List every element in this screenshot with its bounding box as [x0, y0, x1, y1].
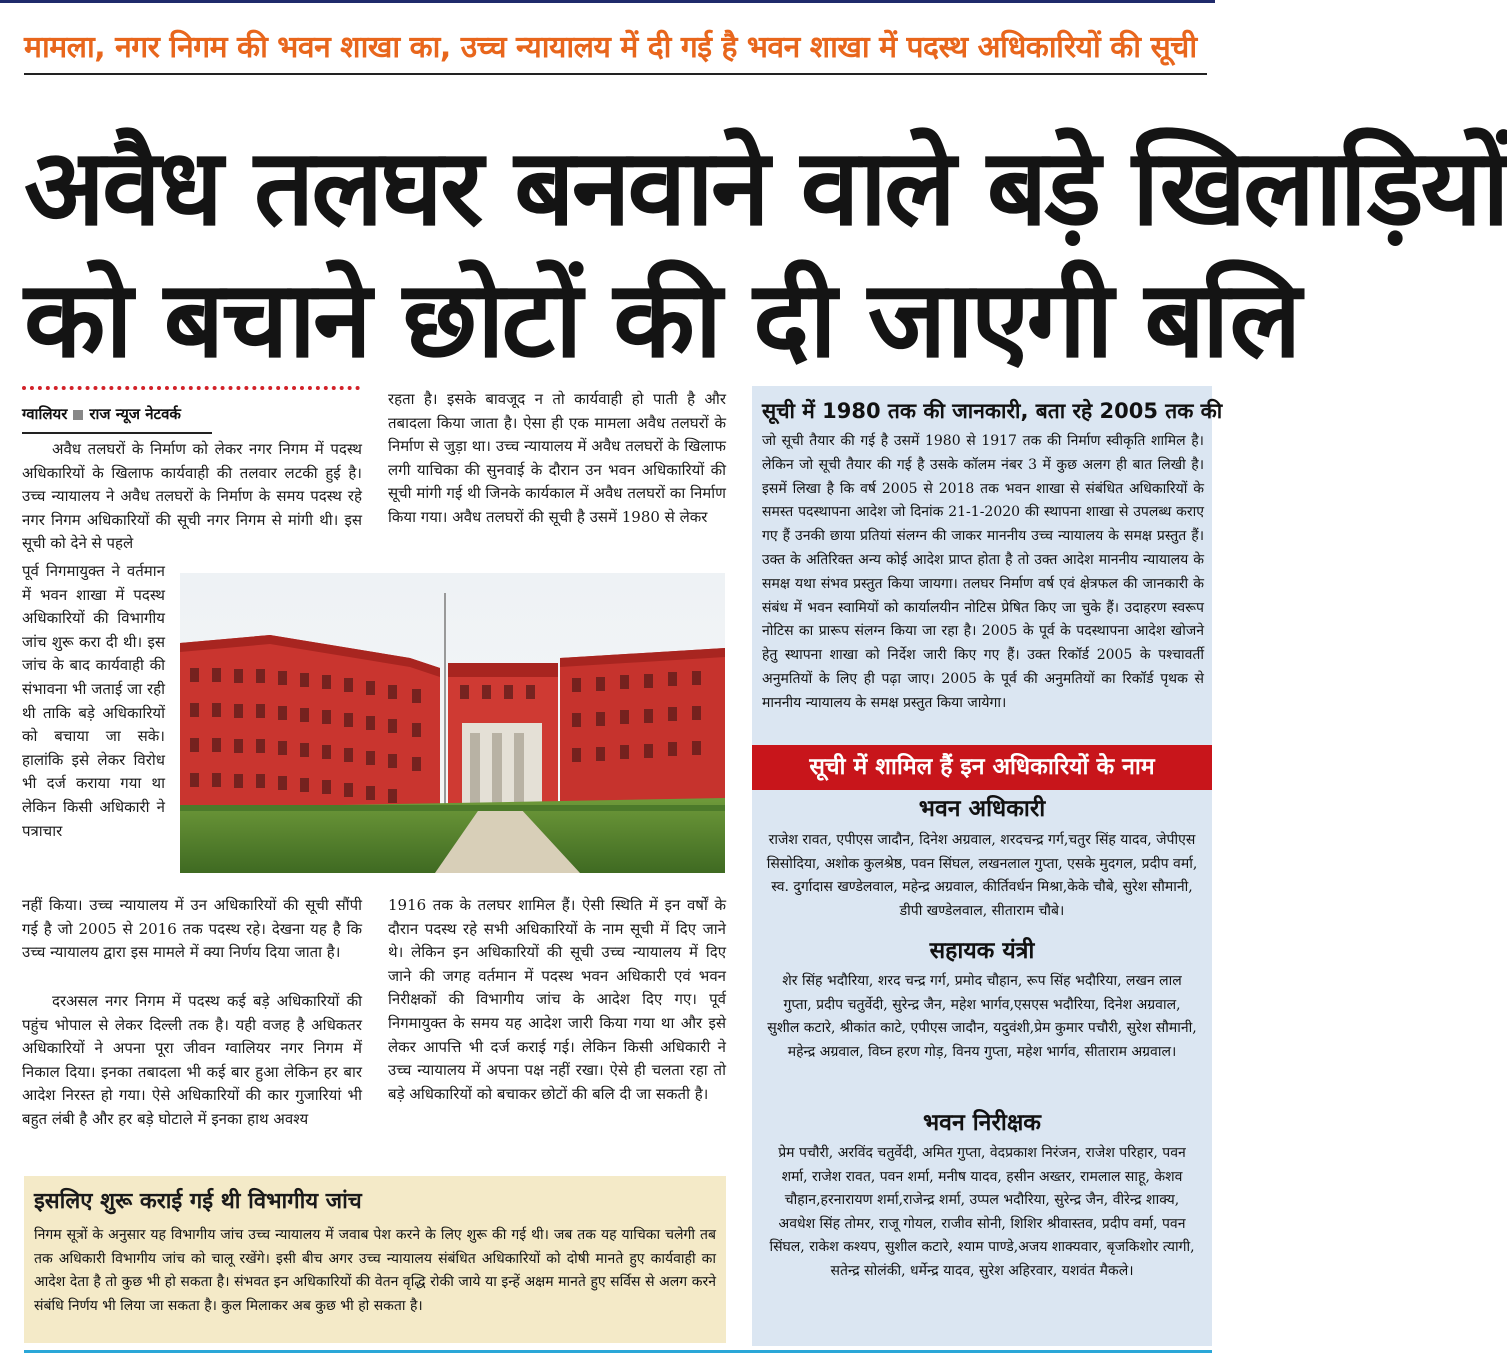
- group-names-assistant-engineers: शेर सिंह भदौरिया, शरद चन्द्र गर्ग, प्रमोद चौहान, रूप सिंह भदौरिया, लखन लाल गुप्ता, प्रदीप चतुर्वेदी, सुरेन्द्र जैन, महेश भार्गव,एसएस भदौरिया, दिनेश अग्रवाल, सुशील कटारे, श्रीकांत काटे, एपीएस जादौन, यदुवंशी,प्रेम कुमार पचौरी, सुरेश सौमानी, महेन्द्र अग्रवाल, विघ्न हरण गोड़, विनय गुप्ता, महेश भार्गव, सीताराम अग्रवाल।: [767, 973, 1197, 1060]
- main-headline-line-2: को बचाने छोटों की दी जाएगी बलि: [24, 258, 1299, 381]
- article-col1-continued: नहीं किया। उच्च न्यायालय में उन अधिकारियों की सूची सौंपी गई है जो 2005 से 2016 तक पदस्थ रहे। देखना यह है कि उच्च न्यायालय द्वारा इस मामले में क्या निर्णय दिया जाता है।: [22, 896, 362, 962]
- group-names-building-inspectors: प्रेम पचौरी, अरविंद चतुर्वेदी, अमित गुप्ता, वेदप्रकाश निरंजन, राजेश परिहार, पवन शर्मा, राजेश रावत, पवन शर्मा, मनीष यादव, हसीन अख्तर, रामलाल साहू, केशव चौहान,हरनारायण शर्मा,राजेन्द्र शर्मा, उप्पल भदौरिया, सुरेन्द्र जैन, वीरेन्द्र शाक्य, अवधेश सिंह तोमर, राजू गोयल, राजीव सोनी, शिशिर श्रीवास्तव, प्रदीप वर्मा, पवन सिंघल, राकेश कश्यप, सुशील कटारे, श्याम पाण्डे,अजय शाक्यवार, बृजकिशोर त्यागी, सतेन्द्र सोलंकी, धर्मेन्द्र यादव, सुरेश अहिरवार, यशवंत मैकले।: [769, 1145, 1195, 1279]
- top-rule: [0, 0, 1215, 3]
- article-col1-paragraph-1: अवैध तलघरों के निर्माण को लेकर नगर निगम में पदस्थ अधिकारियों के खिलाफ कार्यवाही की तलवार लटकी हुई है। उच्च न्यायालय ने अवैध तलघरों के निर्माण के समय पदस्थ रहे नगर निगम अधिकारियों की सूची नगर निगम से मांगी थी। इस सूची को देने से पहले: [22, 440, 362, 553]
- byline-city: ग्वालियर: [22, 405, 68, 423]
- byline-square-icon: [73, 410, 83, 420]
- group-names-building-officers: राजेश रावत, एपीएस जादौन, दिनेश अग्रवाल, शरदचन्द्र गर्ग,चतुर सिंह यादव, जेपीएस सिसोदिया, अशोक कुलश्रेष्ठ, पवन सिंघल, लखनलाल गुप्ता, एसके मुदगल, प्रदीप वर्मा, स्व. दुर्गादास खण्डेलवाल, महेन्द्र अग्रवाल, कीर्तिवर्धन मिश्रा,केके चौबे, सुरेश सौमानी, डीपी खण्डेलवाल, सीताराम चौबे।: [766, 832, 1198, 919]
- article-col1-paragraph-2: दरअसल नगर निगम में पदस्थ कई बड़े अधिकारियों की पहुंच भोपाल से लेकर दिल्ली तक है। यही वजह है अधिकतर अधिकारियों ने अपना पूरा जीवन ग्वालियर नगर निगम में निकाल दिया। इनका तबादला भी कई बार हुआ लेकिन हर बार आदेश निरस्त हो गया। ऐसे अधिकारियों की कार गुजारियां भी बहुत लंबी है और हर बड़े घोटाले में इनका हाथ अवश्य: [22, 992, 362, 1128]
- inquiry-box-title: इसलिए शुरू कराई गई थी विभागीय जांच: [34, 1189, 362, 1214]
- group-heading-building-officers: भवन अधिकारी: [918, 796, 1046, 822]
- municipal-building-photo: [180, 573, 725, 873]
- group-heading-building-inspectors: भवन निरीक्षक: [923, 1110, 1041, 1136]
- bottom-rule: [24, 1350, 1212, 1353]
- kicker-rule: [24, 73, 1207, 75]
- article-col2-top: रहता है। इसके बावजूद न तो कार्यवाही हो पाती है और तबादला किया जाता है। ऐसा ही एक मामला अवैध तलघरों के निर्माण से जुड़ा था। उच्च न्यायालय में अवैध तलघरों के खिलाफ लगी याचिका की सुनवाई के दौरान उन भवन अधिकारियों की सूची मांगी गई थी जिनके कार्यकाल में अवैध तलघरों का निर्माण किया गया। अवैध तलघरों की सूची है उसमें 1980 से लेकर: [388, 390, 726, 526]
- byline-rule: [22, 432, 212, 434]
- sidebar-title: सूची में 1980 तक की जानकारी, बता रहे 2005 तक की: [762, 399, 1223, 423]
- inquiry-box-text: निगम सूत्रों के अनुसार यह विभागीय जांच उच्च न्यायालय में जवाब पेश करने के लिए शुरू की गई थी। जब तक यह याचिका चलेगी तब तक अधिकारी विभागीय जांच को चालू रखेंगे। इसी बीच अगर उच्च न्यायालय संबंधित अधिकारियों को दोषी मानते हुए कार्यवाही का आदेश देता है तो कुछ भी हो सकता है। संभवत इन अधिकारियों की वेतन वृद्धि रोकी जाये या इन्हें अक्षम मानते हुए सर्विस से अलग करने संबंधि निर्णय भी लिया जा सकता है। कुल मिलाकर अब कुछ भी हो सकता है।: [34, 1227, 716, 1314]
- inquiry-box: [24, 1176, 726, 1343]
- byline-dotted-rule: [22, 386, 360, 390]
- article-col1-narrow-text: पूर्व निगमायुक्त ने वर्तमान में भवन शाखा में पदस्थ अधिकारियों की विभागीय जांच शुरू करा दी थी। इस जांच के बाद कार्यवाही की संभावना भी जताई जा रही थी ताकि बड़े अधिकारियों को बचाया जा सके। हालांकि इसे लेकर विरोध भी दर्ज कराया गया था लेकिन किसी अधिकारी ने पत्राचार: [22, 562, 165, 840]
- officials-list-band: सूची में शामिल हैं इन अधिकारियों के नाम: [752, 745, 1212, 790]
- byline: [22, 404, 181, 424]
- sidebar-text: जो सूची तैयार की गई है उसमें 1980 से 1917 तक की निर्माण स्वीकृति शामिल है। लेकिन जो सूची तैयार की गई है उसके कॉलम नंबर 3 में कुछ अलग ही बात लिखी है। इसमें लिखा है कि वर्ष 2005 से 2018 तक भवन शाखा से संबंधित अधिकारियों के समस्त पदस्थापना आदेश जो दिनांक 21-1-2020 की स्थापना शाखा से उपलब्ध कराए गए हैं उनकी छाया प्रतियां संलग्न की जाकर माननीय उच्च न्यायालय के समक्ष प्रस्तुत हैं। उक्त के अतिरिक्त अन्य कोई आदेश प्राप्त होता है तो उक्त आदेश माननीय न्यायालय के समक्ष यथा संभव प्रस्तुत किया जायगा। तलघर निर्माण वर्ष एवं क्षेत्रफल की जानकारी के संबंध में भवन स्वामियों को कार्यालयीन नोटिस प्रेषित किए जा चुके हैं। उदाहरण स्वरूप नोटिस का प्रारूप संलग्न किया जा रहा है। 2005 के पूर्व के पदस्थापना आदेश खोजने हेतु स्थापना शाखा को निर्देश जारी किए गए हैं। उक्त रिकॉर्ड 2005 के पश्चावर्ती अनुमतियों के लिए ही पढ़ा जाए। 2005 के पूर्व की अनुमतियों का रिकॉर्ड पृथक से माननीय न्यायालय के समक्ष प्रस्तुत किया जायेगा।: [762, 433, 1204, 711]
- kicker-headline: मामला, नगर निगम की भवन शाखा का, उच्च न्यायालय में दी गई है भवन शाखा में पदस्थ अधिकारियों की सूची: [24, 30, 1197, 65]
- byline-network: राज न्यूज नेटवर्क: [89, 405, 181, 423]
- main-headline-line-1: अवैध तलघर बनवाने वाले बड़े खिलाड़ियों: [24, 126, 1507, 249]
- group-heading-assistant-engineers: सहायक यंत्री: [929, 938, 1035, 964]
- article-col2-bottom: 1916 तक के तलघर शामिल हैं। ऐसी स्थिति में इन वर्षों के दौरान पदस्थ रहे सभी अधिकारियों के नाम सूची में दिए जाने थे। लेकिन इन अधिकारियों की सूची उच्च न्यायालय में दिए जाने की जगह वर्तमान में पदस्थ भवन अधिकारी एवं भवन निरीक्षकों की विभागीय जांच के आदेश दिए गए। पूर्व निगमायुक्त के समय यह आदेश जारी किया गया था और इसे लेकर आपत्ति भी दर्ज कराई गई। लेकिन किसी अधिकारी ने उच्च न्यायालय में अपना पक्ष नहीं रखा। ऐसे ही चलता रहा तो बड़े अधिकारियों को बचाकर छोटों की बलि दी जा सकती है।: [388, 896, 726, 1103]
